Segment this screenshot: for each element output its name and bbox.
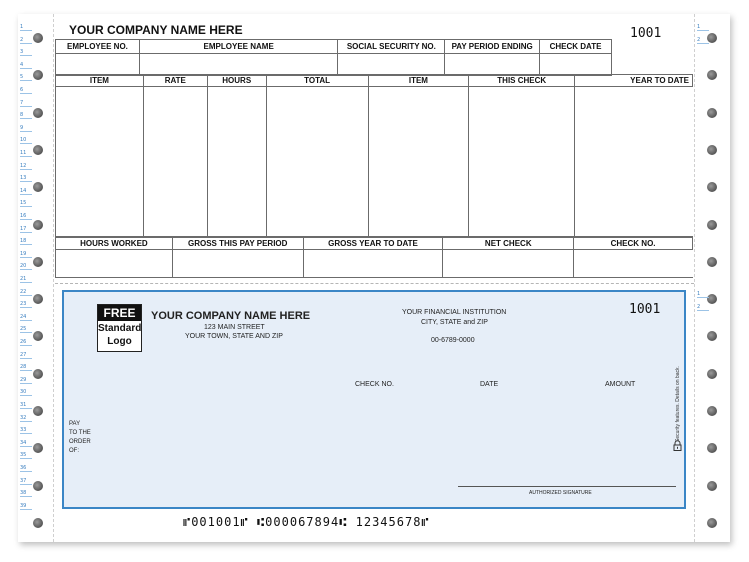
feed-hole — [707, 481, 717, 491]
line-number-right-lower: 1 — [697, 291, 709, 298]
col-deduction-item: ITEM — [368, 75, 469, 87]
line-number: 39 — [20, 503, 32, 510]
line-number: 5 — [20, 74, 32, 81]
cell-employee-name — [139, 54, 338, 76]
logo-line1: Standard — [98, 323, 142, 334]
feed-hole — [707, 257, 717, 267]
line-number: 24 — [20, 314, 32, 321]
line-number: 28 — [20, 364, 32, 371]
line-number: 37 — [20, 478, 32, 485]
line-number: 26 — [20, 339, 32, 346]
line-number: 22 — [20, 289, 32, 296]
line-number: 36 — [20, 465, 32, 472]
cell-employee-no — [56, 54, 140, 76]
line-number: 11 — [20, 150, 32, 157]
line-number-right-lower: 2 — [697, 304, 709, 311]
cell-total — [266, 87, 368, 237]
col-this-check: THIS CHECK — [469, 75, 575, 87]
line-number: 13 — [20, 175, 32, 182]
line-number-right: 1 — [697, 24, 709, 31]
bank-name: YOUR FINANCIAL INSTITUTION — [402, 309, 507, 316]
line-number: 7 — [20, 100, 32, 107]
micr-line: ⑈001001⑈ ⑆000067894⑆ 12345678⑈ — [183, 515, 430, 529]
logo-line2: Logo — [107, 336, 132, 347]
pay-label: PAY — [69, 421, 81, 427]
line-number: 14 — [20, 188, 32, 195]
feed-hole — [33, 145, 43, 155]
perforation-line — [55, 283, 694, 284]
cell-hours — [207, 87, 266, 237]
company-logo — [97, 304, 142, 352]
feed-hole — [33, 108, 43, 118]
line-number: 27 — [20, 352, 32, 359]
feed-hole — [707, 369, 717, 379]
line-number: 3 — [20, 49, 32, 56]
bank-address: CITY, STATE and ZIP — [421, 319, 488, 326]
authorized-signature-label: AUTHORIZED SIGNATURE — [529, 490, 592, 496]
cell-pay-period-ending — [445, 54, 540, 76]
date-label: DATE — [480, 381, 499, 388]
line-number: 2 — [20, 37, 32, 44]
stub-check-number: 1001 — [630, 26, 662, 41]
feed-hole — [707, 518, 717, 528]
line-number: 25 — [20, 326, 32, 333]
line-number: 10 — [20, 137, 32, 144]
line-number: 23 — [20, 301, 32, 308]
check-company-name: YOUR COMPANY NAME HERE — [151, 310, 311, 322]
cell-check-date — [540, 54, 612, 76]
cell-gross-this-period — [172, 250, 303, 278]
stub-company-name: YOUR COMPANY NAME HERE — [69, 23, 243, 37]
line-number: 31 — [20, 402, 32, 409]
security-note: Security features. Details on back. — [675, 366, 681, 442]
signature-line — [458, 486, 676, 487]
feed-hole — [707, 220, 717, 230]
col-check-no: CHECK NO. — [574, 238, 693, 250]
company-address-1: 123 MAIN STREET — [204, 324, 265, 331]
cell-hours-worked — [56, 250, 173, 278]
cell-gross-ytd — [303, 250, 443, 278]
col-total: TOTAL — [266, 75, 368, 87]
check-number: 1001 — [629, 302, 661, 317]
cell-deduction-item — [368, 87, 469, 237]
line-number: 1 — [20, 24, 32, 31]
col-check-date: CHECK DATE — [540, 40, 612, 54]
company-address-2: YOUR TOWN, STATE AND ZIP — [185, 333, 283, 340]
line-number: 17 — [20, 226, 32, 233]
line-number: 12 — [20, 163, 32, 170]
stub-header-table — [55, 39, 612, 76]
line-number: 38 — [20, 490, 32, 497]
line-number: 19 — [20, 251, 32, 258]
col-item: ITEM — [56, 75, 144, 87]
col-pay-period-ending: PAY PERIOD ENDING — [445, 40, 540, 54]
col-net-check: NET CHECK — [443, 238, 574, 250]
cell-item — [56, 87, 144, 237]
line-number: 29 — [20, 377, 32, 384]
stub-earnings-table — [55, 74, 693, 237]
cell-year-to-date — [575, 87, 693, 237]
feed-hole — [33, 33, 43, 43]
col-hours-worked: HOURS WORKED — [56, 238, 173, 250]
feed-hole — [33, 406, 43, 416]
feed-hole — [707, 406, 717, 416]
cell-net-check — [443, 250, 574, 278]
cell-this-check — [469, 87, 575, 237]
col-employee-no: EMPLOYEE NO. — [56, 40, 140, 54]
check-body — [62, 290, 686, 509]
line-number: 34 — [20, 440, 32, 447]
lock-icon — [673, 438, 682, 456]
cell-ssn — [338, 54, 445, 76]
right-tractor-strip — [694, 14, 730, 542]
line-number: 20 — [20, 263, 32, 270]
stub-summary-table — [55, 237, 693, 278]
feed-hole — [707, 108, 717, 118]
check-no-label: CHECK NO. — [355, 381, 394, 388]
col-gross-this-period: GROSS THIS PAY PERIOD — [172, 238, 303, 250]
amount-label: AMOUNT — [605, 381, 636, 388]
feed-hole — [707, 145, 717, 155]
line-number: 9 — [20, 125, 32, 132]
line-number: 6 — [20, 87, 32, 94]
col-ssn: SOCIAL SECURITY NO. — [338, 40, 445, 54]
feed-hole — [33, 257, 43, 267]
col-year-to-date: YEAR TO DATE — [575, 75, 693, 87]
cell-rate — [143, 87, 207, 237]
order-label: ORDER — [69, 439, 91, 445]
to-the-label: TO THE — [69, 430, 91, 436]
line-number: 18 — [20, 238, 32, 245]
feed-hole — [33, 481, 43, 491]
line-number: 4 — [20, 62, 32, 69]
line-number: 33 — [20, 427, 32, 434]
logo-free-label: FREE — [98, 305, 141, 321]
line-number-right: 2 — [697, 37, 709, 44]
col-rate: RATE — [143, 75, 207, 87]
cell-check-no — [574, 250, 693, 278]
line-number: 30 — [20, 389, 32, 396]
col-employee-name: EMPLOYEE NAME — [139, 40, 338, 54]
line-number: 32 — [20, 415, 32, 422]
line-number: 15 — [20, 200, 32, 207]
feed-hole — [33, 220, 43, 230]
line-number: 16 — [20, 213, 32, 220]
col-gross-ytd: GROSS YEAR TO DATE — [303, 238, 443, 250]
col-hours: HOURS — [207, 75, 266, 87]
pay-to-the-order-of — [69, 420, 91, 456]
line-number: 21 — [20, 276, 32, 283]
line-number: 35 — [20, 452, 32, 459]
routing-fraction: 00-6789-0000 — [431, 337, 475, 344]
of-label: OF: — [69, 448, 79, 454]
feed-hole — [33, 518, 43, 528]
feed-hole — [33, 369, 43, 379]
line-number: 8 — [20, 112, 32, 119]
